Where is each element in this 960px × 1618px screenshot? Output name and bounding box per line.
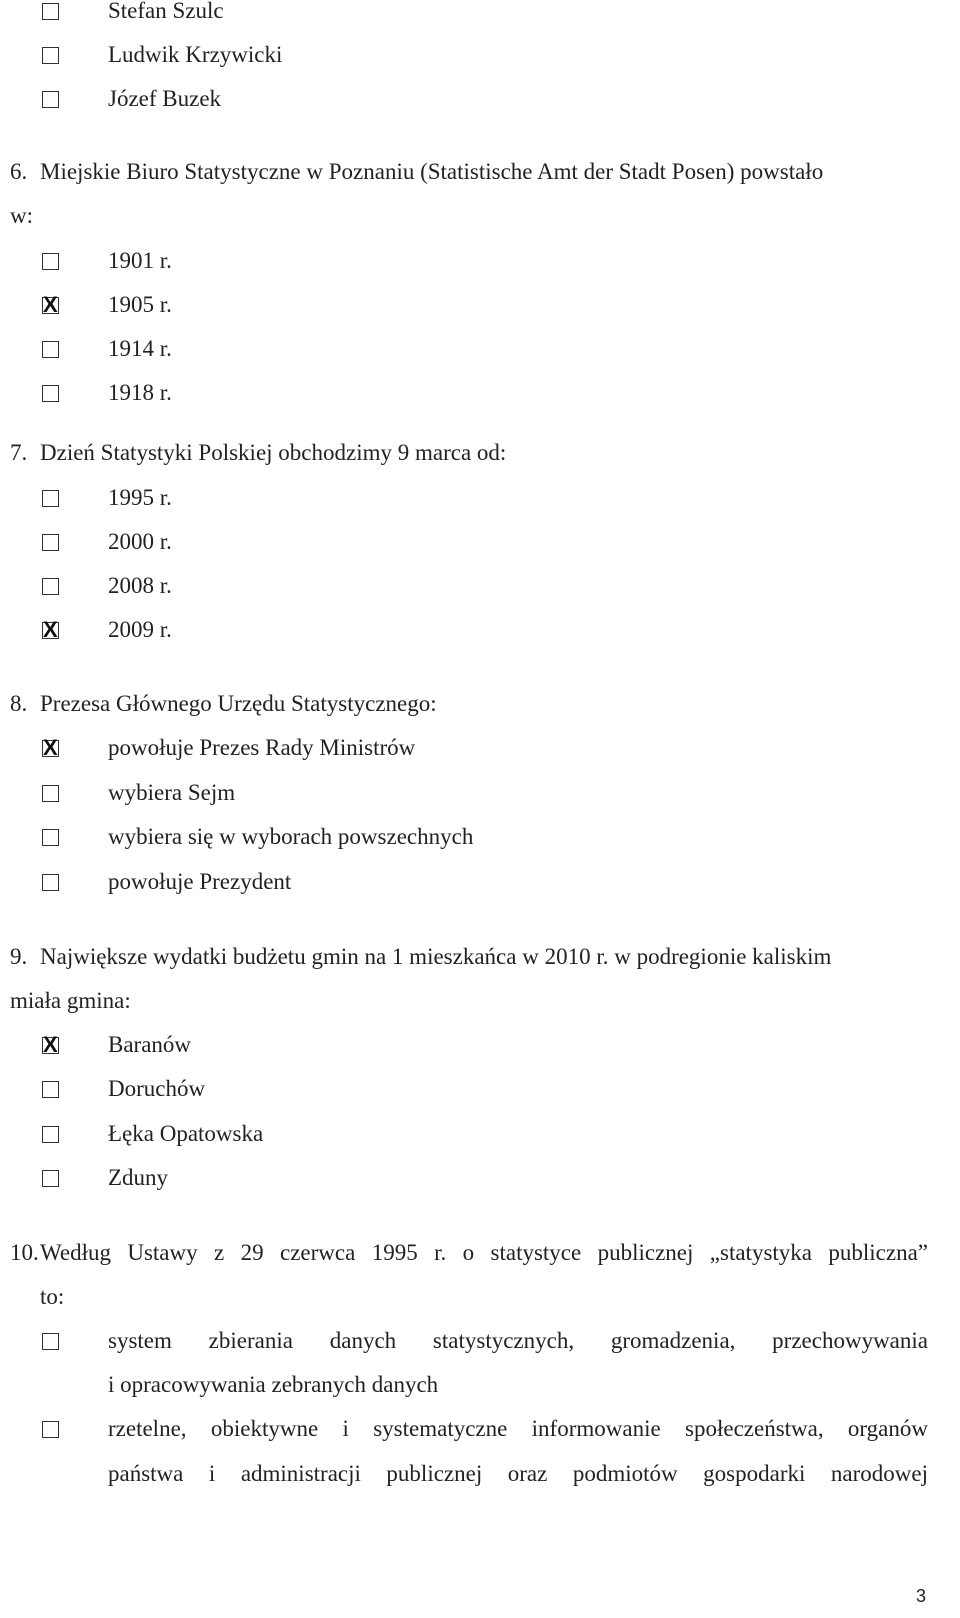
q7-option-1-label: 1995 r. [108, 485, 172, 510]
checkbox-q7-opt3[interactable] [42, 578, 59, 595]
q8-option-1-label: powołuje Prezes Rady Ministrów [108, 735, 416, 760]
q9-option-2-label: Doruchów [108, 1076, 206, 1101]
q8-option-2-label: wybiera Sejm [108, 780, 236, 805]
checkbox-q5-opt2[interactable] [42, 47, 59, 64]
q10-option-1-line2: i opracowywania zebranych danych [108, 1372, 439, 1397]
q6-question-text: Miejskie Biuro Statystyczne w Poznaniu (Statistische Amt der Stadt Posen) powstało [40, 159, 824, 184]
q6-option-1-label: 1901 r. [108, 248, 172, 273]
checkbox-q8-opt4[interactable] [42, 874, 59, 891]
q10-option-2-line1: rzetelne, obiektywne i systematyczne informowanie społeczeństwa, organów [108, 1416, 928, 1441]
q6-question-text-cont: w: [10, 203, 33, 228]
q10-question-text-cont: to: [40, 1284, 65, 1309]
checkbox-q6-opt4[interactable] [42, 385, 59, 402]
q7-option-3-label: 2008 r. [108, 573, 172, 598]
q10-number: 10. [10, 1240, 39, 1265]
checkbox-q10-opt2[interactable] [42, 1421, 59, 1438]
q8-question-text: Prezesa Głównego Urzędu Statystycznego: [40, 691, 437, 716]
checkbox-q8-opt3[interactable] [42, 829, 59, 846]
q5-option-1-label: Stefan Szulc [108, 0, 224, 23]
checkbox-q8-opt2[interactable] [42, 785, 59, 802]
q8-number: 8. [10, 691, 28, 716]
check-x-icon: X [43, 617, 58, 642]
q7-option-2-label: 2000 r. [108, 529, 172, 554]
q7-number: 7. [10, 440, 28, 465]
q6-number: 6. [10, 159, 28, 184]
q9-question-text: Największe wydatki budżetu gmin na 1 mieszkańca w 2010 r. w podregionie kaliskim [40, 944, 832, 969]
checkbox-q5-opt1[interactable] [42, 3, 59, 20]
checkbox-q6-opt3[interactable] [42, 341, 59, 358]
checkbox-q9-opt2[interactable] [42, 1081, 59, 1098]
q7-option-4-label: 2009 r. [108, 617, 172, 642]
checkbox-q7-opt1[interactable] [42, 490, 59, 507]
check-x-icon: X [43, 1032, 58, 1057]
q6-option-4-label: 1918 r. [108, 380, 172, 405]
checkbox-q5-opt3[interactable] [42, 91, 59, 108]
checkbox-q10-opt1[interactable] [42, 1333, 59, 1350]
check-x-icon: X [43, 735, 58, 760]
q9-option-3-label: Łęka Opatowska [108, 1121, 264, 1146]
checkbox-q6-opt1[interactable] [42, 253, 59, 270]
q6-option-3-label: 1914 r. [108, 336, 172, 361]
checkbox-q9-opt3[interactable] [42, 1126, 59, 1143]
q9-number: 9. [10, 944, 28, 969]
checkbox-q7-opt2[interactable] [42, 534, 59, 551]
q8-option-4-label: powołuje Prezydent [108, 869, 292, 894]
checkbox-q9-opt4[interactable] [42, 1170, 59, 1187]
q10-option-2-line2: państwa i administracji publicznej oraz podmiotów gospodarki narodowej [108, 1461, 928, 1486]
q10-question-text: Według Ustawy z 29 czerwca 1995 r. o statystyce publicznej „statystyka publiczna” [40, 1240, 928, 1265]
check-x-icon: X [43, 292, 58, 317]
q9-option-1-label: Baranów [108, 1032, 192, 1057]
q6-option-2-label: 1905 r. [108, 292, 172, 317]
q9-question-text-cont: miała gmina: [10, 988, 131, 1013]
q10-option-1-line1: system zbierania danych statystycznych, gromadzenia, przechowywania [108, 1328, 928, 1353]
q7-question-text: Dzień Statystyki Polskiej obchodzimy 9 marca od: [40, 440, 507, 465]
page-number: 3 [915, 1586, 926, 1606]
q5-option-3-label: Józef Buzek [108, 86, 222, 111]
q9-option-4-label: Zduny [108, 1165, 169, 1190]
q8-option-3-label: wybiera się w wyborach powszechnych [108, 824, 474, 849]
q5-option-2-label: Ludwik Krzywicki [108, 42, 283, 67]
